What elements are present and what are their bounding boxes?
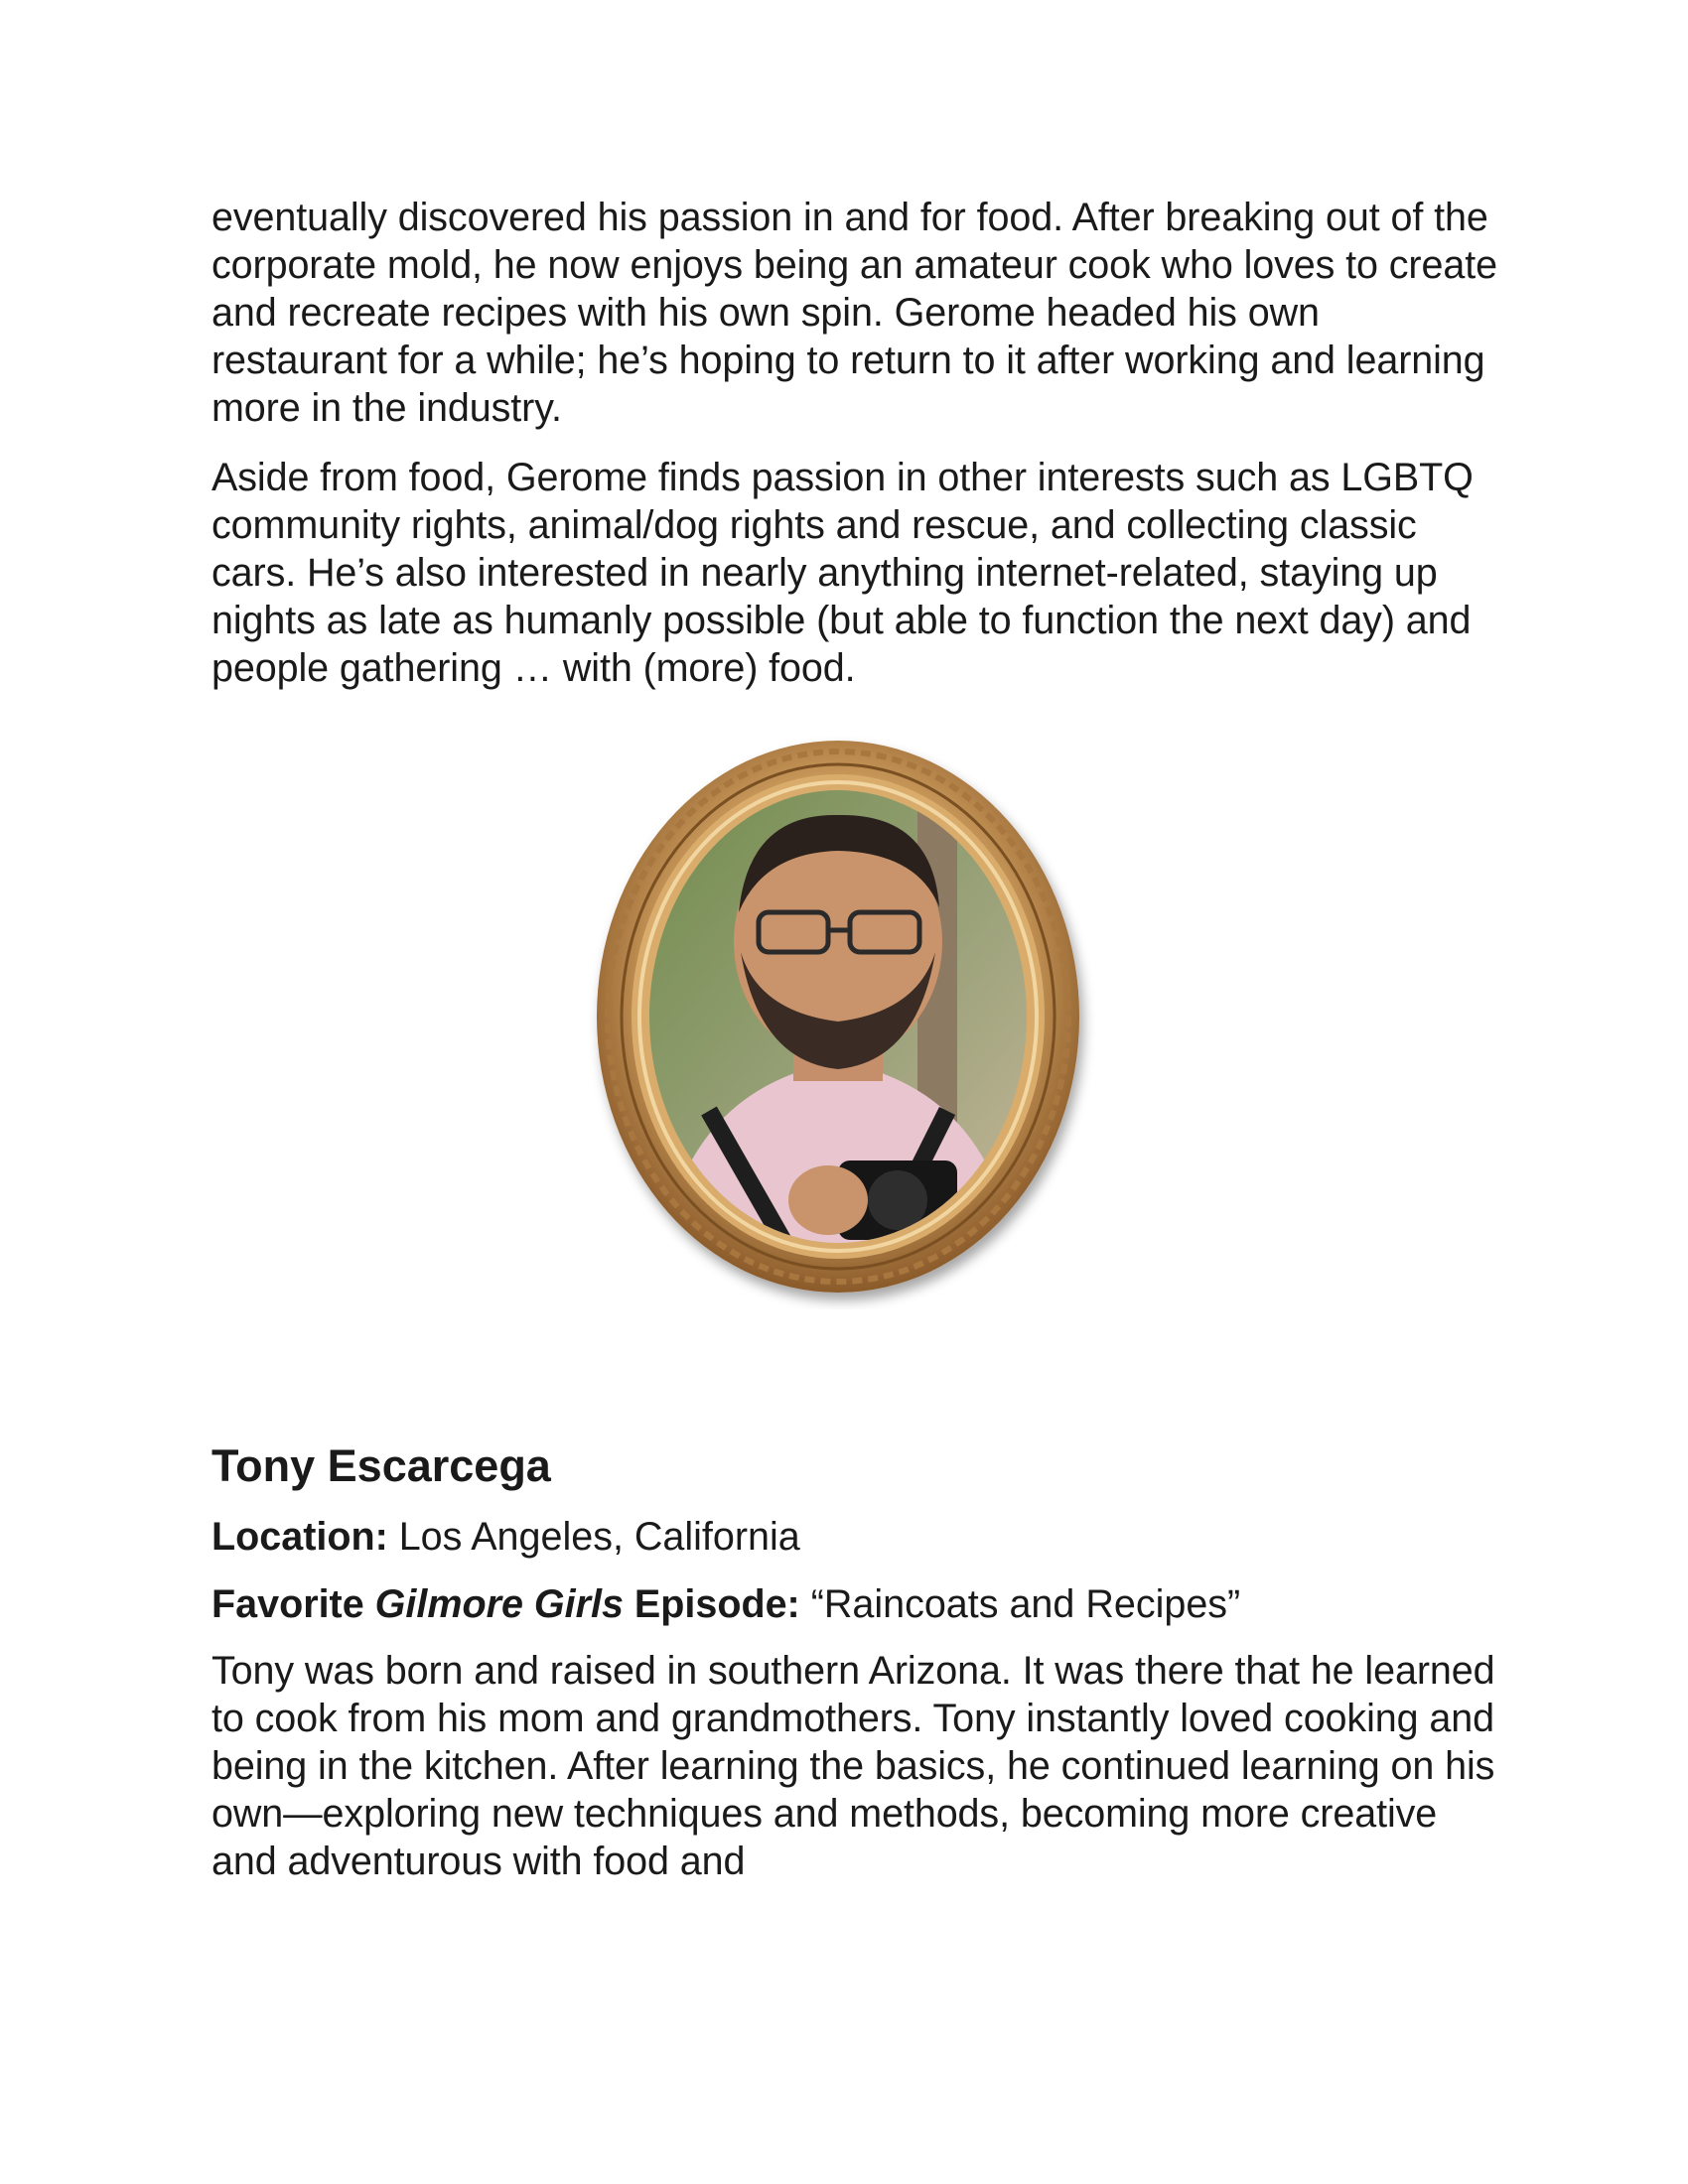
location-value: Los Angeles, California (398, 1515, 800, 1559)
bio-paragraph-gerome-2: Aside from food, Gerome finds passion in other interests such as LGBTQ community rights, animal/dog rights and rescue, and collecting classic cars. He’s also interested in nearly anything internet-related, staying up nights as late as humanly possible (but able to function the next day) and people gathering … with (more) food. (211, 456, 1474, 690)
favorite-episode-field (211, 1579, 1502, 1629)
favorite-label-suffix: Episode: (633, 1582, 800, 1626)
portrait-container (211, 734, 1502, 1329)
location-field (211, 1512, 1502, 1562)
favorite-episode-value: “Raincoats and Recipes” (810, 1582, 1241, 1626)
page-content (211, 194, 1502, 1907)
bio-paragraph-tony: Tony was born and raised in southern Arizona. It was there that he learned to cook from his mom and grandmothers. Tony instantly loved cooking and being in the kitchen. After learning the basics, he continued learning on his own—exploring new techniques and methods, becoming more creative and adventurous with food and (211, 1649, 1495, 1883)
bio-paragraph-gerome-1: eventually discovered his passion in and for food. After breaking out of the corporate mold, he now enjoys being an amateur cook who loves to create and recreate recipes with his own spin. Gerome headed his own restaurant for a while; he’s hoping to return to it after working and learning more in the industry. (211, 196, 1497, 430)
framed-portrait-photo (590, 734, 1096, 1309)
favorite-label-show: Gilmore Girls (374, 1582, 624, 1626)
location-label: Location: (211, 1515, 388, 1559)
favorite-label-prefix: Favorite (211, 1582, 364, 1626)
profile-name: Tony Escarcega (211, 1440, 551, 1491)
